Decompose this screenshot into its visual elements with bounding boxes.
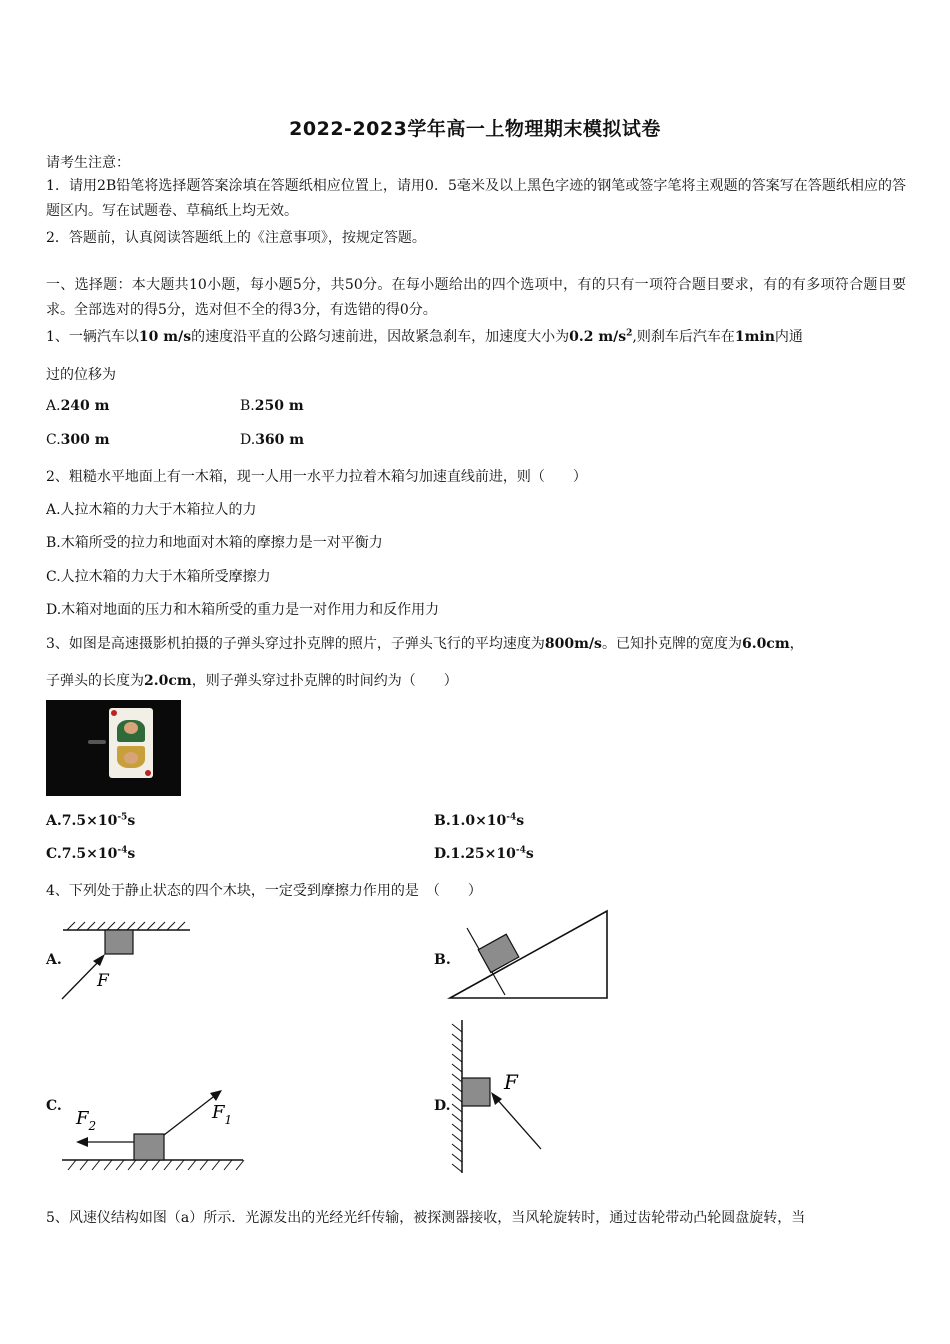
q2-option-b: B.木箱所受的拉力和地面对木箱的摩擦力是一对平衡力 [46,535,383,551]
page-title: 2022-2023学年高一上物理期末模拟试卷 [289,118,661,140]
notice-item-1: 1．请用2B铅笔将选择题答案涂填在答题纸相应位置上，请用0．5毫米及以上黑色字迹的钢笔或签字笔将主观题的答案写在答题纸相应的答题区内。写在试题卷、草稿纸上均无效。 [46,178,906,219]
q4-label-b: B. [434,952,451,968]
block-d [462,1078,490,1106]
bullet-image [88,740,106,744]
q1-option-b: B.250 m [240,398,304,414]
q4-stem: 4、下列处于静止状态的四个木块，一定受到摩擦力作用的是 （ ） [46,883,482,899]
q3-option-b: $B.1.0\times 10^{-4}s$ [434,812,525,829]
q4-label-c: C. [46,1098,62,1114]
notice-item-2: 2．答题前，认真阅读答题纸上的《注意事项》，按规定答题。 [46,230,426,246]
q2-stem: 2、粗糙水平地面上有一木箱，现一人用一水平力拉着木箱匀加速直线前进，则（ ） [46,469,587,485]
bullet-card-photo [46,700,181,796]
q3-stem-line2: 子弹头的长度为2.0cm，则子弹头穿过扑克牌的时间约为（ ） [46,673,458,689]
block-c [134,1134,164,1160]
q3-option-a: $A.7.5\times 10^{-5}s$ [46,812,136,829]
q3-option-c: $C.7.5\times 10^{-4}s$ [46,845,136,862]
q1-stem: 1、一辆汽车以10 m/s的速度沿平直的公路匀速前进，因故紧急刹车，加速度大小为0.2 $m/s^2$,则刹车后汽车在1min内通 [46,328,803,345]
force-label-f-d: F [504,1070,518,1094]
q3-stem: 3、如图是高速摄影机拍摄的子弹头穿过扑克牌的照片，子弹头飞行的平均速度为800m/s。已知扑克牌的宽度为6.0cm， [46,636,804,652]
section-1-instructions: 一、选择题：本大题共10小题，每小题5分，共50分。在每小题给出的四个选项中，有的只有一项符合题目要求，有的有多项符合题目要求。全部选对的得5分，选对但不全的得3分，有选错的得0分。 [46,277,906,318]
q4-figure-c [60,1080,250,1180]
q3-option-d: $D.1.25\times 10^{-4}s$ [434,845,534,862]
q1-option-d: D.360 m [240,432,305,448]
playing-card-image [109,708,153,778]
q4-label-a: A. [46,952,62,968]
q2-option-d: D.木箱对地面的压力和木箱所受的重力是一对作用力和反作用力 [46,602,440,618]
q4-figure-d [445,1018,555,1178]
q4-figure-a [55,915,200,1005]
force-label-f-a: F [97,971,109,991]
q2-option-c: C.人拉木箱的力大于木箱所受摩擦力 [46,569,271,585]
force-label-f2-c: $F_2$ [76,1108,97,1133]
q1-option-c: C.300 m [46,432,110,448]
q5-stem: 5、风速仪结构如图（a）所示．光源发出的光经光纤传输，被探测器接收，当风轮旋转时，通过齿轮带动凸轮圆盘旋转，当 [46,1210,806,1226]
block-b [478,934,519,972]
block-a [105,930,133,954]
q4-figure-b [445,908,615,1003]
notice-heading: 请考生注意： [46,155,130,171]
force-label-f1-c: $F_1$ [212,1102,233,1127]
q1-stem-line2: 过的位移为 [46,367,116,383]
q4-label-d: D. [434,1098,451,1114]
q2-option-a: A.人拉木箱的力大于木箱拉人的力 [46,502,257,518]
q1-option-a: A.240 m [46,398,110,414]
